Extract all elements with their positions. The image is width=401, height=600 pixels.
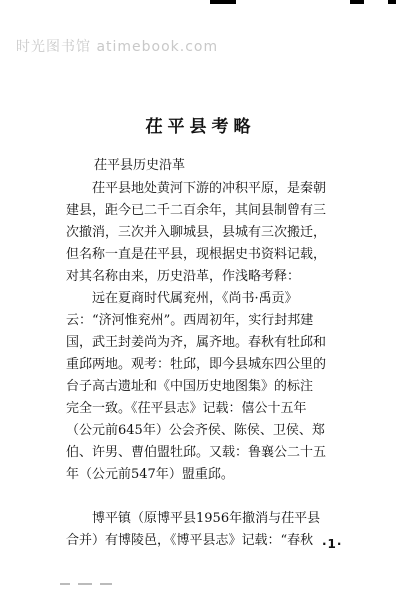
text-line: 国，武王封姜尚为齐，属齐地。春秋有牡邱和 <box>66 335 327 350</box>
paragraph-2 <box>66 288 396 486</box>
paragraph-1 <box>66 178 396 288</box>
paragraph-3 <box>66 508 396 552</box>
text-line: （公元前645年）公会齐侯、陈侯、卫侯、郑 <box>66 423 325 438</box>
text-line: 重邱两地。观考：牡邱，即今县城东四公里的 <box>66 357 327 372</box>
page-number: ·1· <box>322 537 343 551</box>
text-line: 合并）有博陵邑，《博平县志》记载：“春秋 <box>66 533 314 548</box>
text-line: 远在夏商时代属兖州，《尚书·禹贡》 <box>92 291 298 306</box>
scan-edge-marks-bottom <box>60 583 120 589</box>
section-heading: 茌平县历史沿革 <box>94 158 186 173</box>
watermark-text: 时光图书馆 atimebook.com <box>16 39 219 55</box>
text-line: 对其名称由来，历史沿革，作浅略考释： <box>66 269 301 284</box>
page-title: 茌平县考略 <box>145 117 256 137</box>
text-line: 次撤消，三次并入聊城县，县城有三次搬迁， <box>66 225 327 240</box>
text-line: 年（公元前547年）盟重邱。 <box>66 467 234 482</box>
text-line: 云：“济河惟兖州”。西周初年，实行封邦建 <box>66 313 314 328</box>
text-line: 台子高古遗址和《中国历史地图集》的标注 <box>66 379 314 394</box>
text-line: 博平镇（原博平县1956年撤消与茌平县 <box>92 511 321 526</box>
text-line: 但名称一直是茌平县，现根据史书资料记载， <box>66 247 327 262</box>
text-line: 完全一致。《茌平县志》记载：僖公十五年 <box>66 401 307 416</box>
text-line: 茌平县地处黄河下游的冲积平原，是秦朝 <box>92 181 327 196</box>
text-line: 建县，距今已二千二百余年，其间县制曾有三 <box>66 203 327 218</box>
text-line: 伯、许男、曹伯盟牡邱。又载：鲁襄公二十五 <box>66 445 327 460</box>
scan-edge-marks-top <box>200 0 400 8</box>
